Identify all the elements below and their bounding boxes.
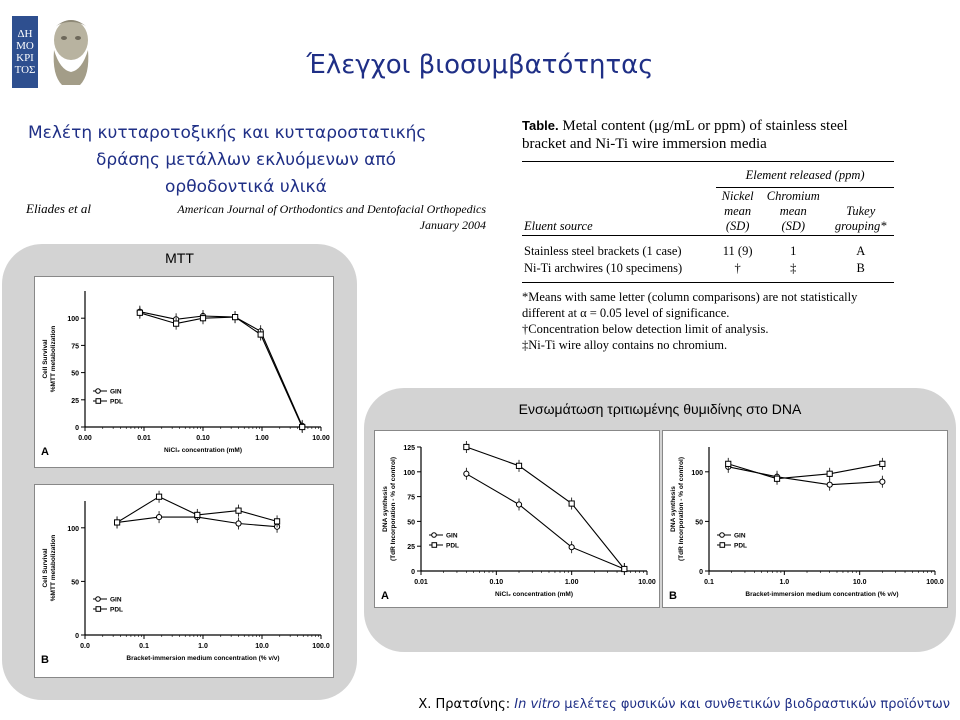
series-line-pdl <box>728 464 882 479</box>
legend-marker <box>720 533 725 538</box>
data-point-pdl <box>274 519 279 524</box>
header-blank <box>522 162 716 188</box>
data-point-gin <box>156 514 161 519</box>
series-line-pdl <box>466 447 624 569</box>
data-point-pdl <box>464 444 469 449</box>
logo-letter: ΤΟΣ <box>14 64 36 76</box>
mtt-chart-a <box>35 277 333 467</box>
legend-label: GIN <box>446 532 458 540</box>
table-row <box>522 260 894 283</box>
cell-source: Ni-Ti archwires (10 specimens) <box>524 261 683 275</box>
dna-label: Ενσωμάτωση τριτιωμένης θυμιδίνης στο DNA <box>518 401 802 417</box>
y-tick-label: 100 <box>403 469 415 477</box>
legend-marker <box>96 399 101 404</box>
footer-credit <box>418 697 950 712</box>
x-tick-label: 10.0 <box>255 643 269 650</box>
col-tukey-l2: grouping* <box>834 219 887 233</box>
data-point-pdl <box>195 512 200 517</box>
logo-letter: ΜΟ <box>16 40 34 52</box>
legend-marker <box>96 597 101 602</box>
y-tick-label: 0 <box>699 569 703 576</box>
data-point-pdl <box>174 321 179 326</box>
data-point-gin <box>516 502 521 507</box>
x-axis-label: Bracket-immersion medium concentration (% v/v) <box>126 655 280 662</box>
data-point-gin <box>880 479 885 484</box>
footer-italic: In vitro <box>514 697 561 712</box>
y-tick-label: 75 <box>407 494 415 502</box>
y-tick-label: 0 <box>75 425 79 432</box>
col-chromium-l3: (SD) <box>781 219 806 233</box>
col-nickel-l2: mean <box>724 204 752 218</box>
table-header-row <box>522 162 894 188</box>
legend-marker <box>720 543 725 548</box>
mtt-panel <box>2 244 357 700</box>
x-tick-label: 10.00 <box>638 579 656 586</box>
dna-chart-a <box>375 431 659 607</box>
table-note: ‡Ni-Ti wire alloy contains no chromium. <box>522 338 728 352</box>
journal-name: American Journal of Orthodontics and Dentofacial Orthopedics <box>177 202 486 216</box>
legend-label: GIN <box>734 532 746 540</box>
cell-chromium: ‡ <box>790 261 797 275</box>
group-header: Element released (ppm) <box>716 162 894 188</box>
col-chromium-l2: mean <box>779 204 807 218</box>
y-tick-label: 125 <box>403 445 415 452</box>
x-tick-label: 1.00 <box>564 579 579 586</box>
mtt-chart-a-frame <box>34 276 334 468</box>
x-tick-label: 0.01 <box>414 579 428 586</box>
x-tick-label: 0.10 <box>196 435 210 442</box>
dna-panel <box>364 388 956 652</box>
subtitle-line: Μελέτη κυτταροτοξικής και κυτταροστατικής <box>28 123 427 143</box>
data-point-pdl <box>137 310 142 315</box>
x-tick-label: 1.0 <box>779 579 790 586</box>
y-tick-label: 100 <box>67 316 79 324</box>
y-axis-label: Cell Survival <box>42 339 49 379</box>
table-note: †Concentration below detection limit of analysis. <box>522 322 769 336</box>
x-tick-label: 10.00 <box>312 435 330 442</box>
legend-marker <box>432 533 437 538</box>
x-tick-label: 0.01 <box>137 435 151 442</box>
y-tick-label: 50 <box>71 579 79 587</box>
x-tick-label: 10.0 <box>852 579 867 586</box>
x-axis-label: Bracket-immersion medium concentration (% v/v) <box>745 591 899 598</box>
data-point-gin <box>236 521 241 526</box>
data-point-pdl <box>236 508 241 513</box>
legend-label: GIN <box>110 596 122 604</box>
col-nickel <box>716 188 759 236</box>
col-nickel-l3: (SD) <box>725 219 750 233</box>
y-tick-label: 100 <box>67 525 79 533</box>
mtt-chart-b <box>35 485 333 677</box>
col-chromium-l1: Chromium <box>766 189 820 203</box>
x-tick-label: 0.1 <box>704 579 714 586</box>
y-tick-label: 0 <box>75 633 79 640</box>
cell-nickel: † <box>734 261 741 275</box>
y-tick-label: 50 <box>695 519 703 527</box>
y-tick-label: 100 <box>691 469 703 477</box>
data-point-pdl <box>300 424 305 429</box>
dna-chart-b-frame <box>662 430 948 608</box>
data-point-pdl <box>516 463 521 468</box>
data-point-pdl <box>622 566 627 571</box>
table-subheader-row <box>522 188 894 236</box>
cell-tukey: A <box>856 244 866 258</box>
dna-chart-a-frame <box>374 430 660 608</box>
col-tukey-l1: Tukey <box>846 204 876 218</box>
data-point-pdl <box>156 494 161 499</box>
subtitle-line: ορθοδοντικά υλικά <box>165 177 327 197</box>
metal-content-table <box>522 117 894 353</box>
data-point-pdl <box>827 471 832 476</box>
cell-chromium: 1 <box>790 244 797 258</box>
x-tick-label: 1.0 <box>198 643 208 650</box>
legend-label: GIN <box>110 388 122 396</box>
y-tick-label: 50 <box>71 370 79 378</box>
cell-nickel: 11 (9) <box>722 244 753 258</box>
y-axis-label: %MTT metabolization <box>50 534 57 602</box>
y-tick-label: 0 <box>411 569 415 576</box>
series-line-gin <box>466 474 624 569</box>
data-point-pdl <box>258 332 263 337</box>
col-nickel-l1: Nickel <box>721 189 754 203</box>
journal-date: January 2004 <box>419 218 486 232</box>
col-source: Eluent source <box>524 219 593 233</box>
x-tick-label: 0.0 <box>80 643 90 650</box>
series-line-gin <box>140 312 302 426</box>
y-tick-label: 25 <box>71 397 79 405</box>
x-tick-label: 0.00 <box>78 435 92 442</box>
table-grid <box>522 161 894 283</box>
y-axis-label: (TdR Incorporation - % of control) <box>390 457 397 561</box>
legend-label: PDL <box>110 398 123 406</box>
dna-chart-b <box>663 431 947 607</box>
data-point-gin <box>464 471 469 476</box>
panel-letter: A <box>41 446 49 458</box>
subtitle-line: δράσης μετάλλων εκλυόμενων από <box>96 150 397 170</box>
table-title-text: Metal content (μg/mL or ppm) of stainless steel bracket and Ni-Ti wire immersion media <box>522 118 848 152</box>
y-axis-label: (TdR Incorporation - % of control) <box>678 457 685 561</box>
x-tick-label: 1.00 <box>255 435 269 442</box>
table-title-label: Table. <box>522 118 559 133</box>
data-point-gin <box>827 482 832 487</box>
footer-author: Χ. Πρατσίνης: <box>418 697 511 712</box>
panel-letter: B <box>41 654 49 666</box>
journal-citation <box>124 201 486 233</box>
data-point-gin <box>569 545 574 550</box>
table-notes <box>522 289 894 353</box>
mtt-label: MTT <box>165 250 194 266</box>
data-point-pdl <box>880 461 885 466</box>
legend-label: PDL <box>734 542 747 550</box>
data-point-pdl <box>233 315 238 320</box>
cell-tukey: B <box>856 261 865 275</box>
x-tick-label: 0.10 <box>489 579 504 586</box>
mtt-chart-b-frame <box>34 484 334 678</box>
cell-source: Stainless steel brackets (1 case) <box>524 244 682 258</box>
x-tick-label: 0.1 <box>139 643 149 650</box>
data-point-pdl <box>774 476 779 481</box>
y-axis-label: DNA synthesis <box>382 486 389 532</box>
data-point-pdl <box>115 520 120 525</box>
data-point-pdl <box>569 501 574 506</box>
table-row <box>522 236 894 261</box>
y-axis-label: %MTT metabolization <box>50 325 57 393</box>
legend-marker <box>432 543 437 548</box>
panel-letter: A <box>381 590 389 602</box>
legend-marker <box>96 389 101 394</box>
authors: Eliades et al <box>26 201 91 216</box>
table-note: *Means with same letter (column comparisons) are not statistically different at α = 0.05 level of significance. <box>522 290 858 320</box>
x-tick-label: 100.0 <box>926 579 944 586</box>
x-tick-label: 100.0 <box>312 643 330 650</box>
legend-marker <box>96 607 101 612</box>
data-point-pdl <box>726 461 731 466</box>
page-title: Έλεγχοι βιοσυμβατότητας <box>306 50 654 80</box>
y-tick-label: 75 <box>71 343 79 351</box>
logo-letter: ΚΡΙ <box>16 52 34 64</box>
y-axis-label: DNA synthesis <box>670 486 677 532</box>
logo-letter: ΔΗ <box>17 28 33 40</box>
col-tukey <box>827 188 894 236</box>
y-tick-label: 50 <box>407 519 415 527</box>
y-tick-label: 25 <box>407 544 415 552</box>
panel-letter: B <box>669 590 677 602</box>
legend-label: PDL <box>110 606 123 614</box>
x-axis-label: NiCl₂ concentration (mM) <box>495 591 573 598</box>
footer-text: μελέτες φυσικών και συνθετικών βιοδραστικών προϊόντων <box>564 697 950 712</box>
col-chromium <box>759 188 827 236</box>
study-subtitle <box>28 120 458 201</box>
y-axis-label: Cell Survival <box>42 548 49 588</box>
data-point-pdl <box>200 316 205 321</box>
x-axis-label: NiCl₂ concentration (mM) <box>164 447 242 454</box>
table-title <box>522 117 894 153</box>
legend-label: PDL <box>446 542 459 550</box>
